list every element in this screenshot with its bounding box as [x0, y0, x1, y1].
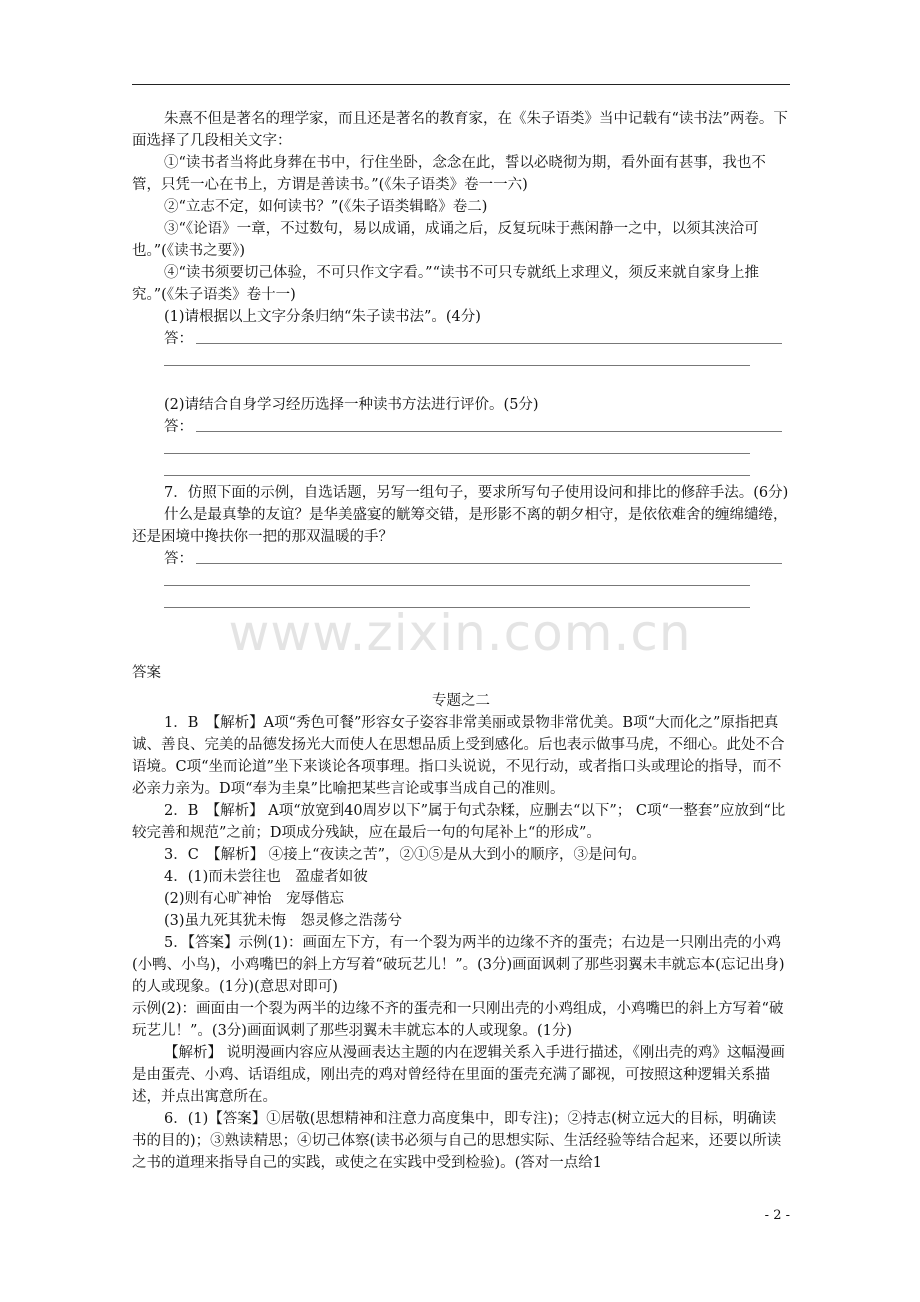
answer-6: 6．(1)【答案】①居敬(思想精神和注意力高度集中，即专注)；②持志(树立远大的目标，明确读书的目的)；③熟读精思；④切己体察(读书必须与自己的思想实际、生活经验等结合起来，还要以所读之书的道理来指导自己的实践，或使之在实践中受到检验)。(答对一点给1	[132, 1111, 782, 1171]
quote-4: ④“读书须要切己体验，不可只作文字看。”“读书不可只专就纸上求理义，须反来就自家身上推究。”(《朱子语类》卷十一)	[132, 265, 759, 303]
answer-line-6-1	[132, 328, 790, 350]
answer-5-example-1: 5．【答案】示例(1)：画面左下方，有一个裂为两半的边缘不齐的蛋壳；右边是一只刚出壳的小鸡(小鸭、小鸟)，小鸡嘴巴的斜上方写着“破玩艺儿！”。(3分)画面讽刺了那些羽翼未丰就忘本(忘记出身)的人或现象。(1分)(意思对即可)	[132, 935, 785, 995]
answer-line-6-2	[132, 416, 790, 438]
quote-3: ③“《论语》一章，不过数句，易以成诵，成诵之后，反复玩味于燕闲静一之中，以须其浃洽可也。”(《读书之要》)	[132, 221, 759, 259]
question-7: 7．仿照下面的示例，自选话题，另写一组句子，要求所写句子使用设问和排比的修辞手法。(6分)	[164, 485, 789, 501]
answer-5-example-2: 示例(2)：画面由一个裂为两半的边缘不齐的蛋壳和一只刚出壳的小鸡组成，小鸡嘴巴的斜上方写着“破玩艺儿！”。(3分)画面讽刺了那些羽翼未丰就忘本的人或现象。(1分)	[132, 1001, 784, 1039]
answer-5-analysis: 【解析】 说明漫画内容应从漫画表达主题的内在逻辑关系入手进行描述，《刚出壳的鸡》这幅漫画是由蛋壳、小鸡、话语组成，刚出壳的鸡对曾经待在里面的蛋壳充满了鄙视，可按照这种逻辑关系描述，并点出寓意所在。	[132, 1045, 785, 1105]
answer-underline	[196, 343, 782, 344]
answer-4-3: (3)虽九死其犹未悔 怨灵修之浩荡兮	[164, 913, 403, 929]
quote-2: ②“立志不定，如何读书？”(《朱子语类辑略》卷二)	[164, 199, 488, 215]
answer-label: 答：	[164, 331, 193, 347]
question-6-section	[132, 108, 790, 614]
header-rule	[132, 84, 790, 85]
question-7-example: 什么是最真挚的友谊？是华美盛宴的觥筹交错，是形影不离的朝夕相守，是依依难舍的缠绵缱绻，还是困境中搀扶你一把的那双温暖的手？	[132, 507, 788, 545]
quote-1: ①“读书者当将此身葬在书中，行住坐卧，念念在此，誓以必晓彻为期，看外面有甚事，我也不管，只凭一心在书上，方谓是善读书。”(《朱子语类》卷一一六)	[132, 155, 766, 193]
page-number: - 2 -	[764, 1208, 790, 1223]
answers-heading: 答案	[132, 665, 161, 681]
question-6-intro: 朱熹不但是著名的理学家，而且还是著名的教育家，在《朱子语类》当中记载有“读书法”两卷。下面选择了几段相关文字：	[132, 111, 788, 149]
answer-line-7	[132, 548, 790, 570]
watermark: www.zixin.com.cn	[228, 604, 692, 662]
answer-line-blank	[132, 438, 790, 460]
answers-subheading: 专题之二	[432, 693, 490, 709]
question-6-1: (1)请根据以上文字分条归纳“朱子读书法”。(4分)	[164, 309, 481, 325]
answer-underline	[196, 431, 782, 432]
answer-2: 2．B 【解析】 A项“放宽到40周岁以下”属于句式杂糅，应删去“以下”； C项“一整套”应放到“比较完善和规范”之前；D项成分残缺，应在最后一句的句尾补上“的形成”。	[132, 803, 786, 841]
answer-line-blank	[132, 460, 790, 482]
question-6-2: (2)请结合自身学习经历选择一种读书方法进行评价。(5分)	[164, 397, 539, 413]
answer-4-1: 4．(1)而未尝往也 盈虚者如彼	[164, 869, 368, 885]
answer-1: 1．B 【解析】A项“秀色可餐”形容女子姿容非常美丽或景物非常优美。B项“大而化之”原指把真诚、善良、完美的品德发扬光大而使人在思想品质上受到感化。后也表示做事马虎，不细心。此处不合语境。C项“坐而论道”坐下来谈论各项事理。指口头说说，不见行动，或者指口头或理论的指导，而不必亲力亲为。D项“奉为圭臬”比喻把某些言论或事当成自己的准则。	[132, 715, 785, 797]
answer-underline	[196, 563, 782, 564]
answer-label: 答：	[164, 551, 193, 567]
answer-4-2: (2)则有心旷神怡 宠辱偕忘	[164, 891, 345, 907]
answer-line-blank	[132, 350, 790, 372]
answer-line-blank	[132, 570, 790, 592]
answer-3: 3．C 【解析】 ④接上“夜读之苦”，②①⑤是从大到小的顺序，③是问句。	[164, 847, 647, 863]
answer-label: 答：	[164, 419, 193, 435]
answers-section	[132, 662, 790, 1174]
